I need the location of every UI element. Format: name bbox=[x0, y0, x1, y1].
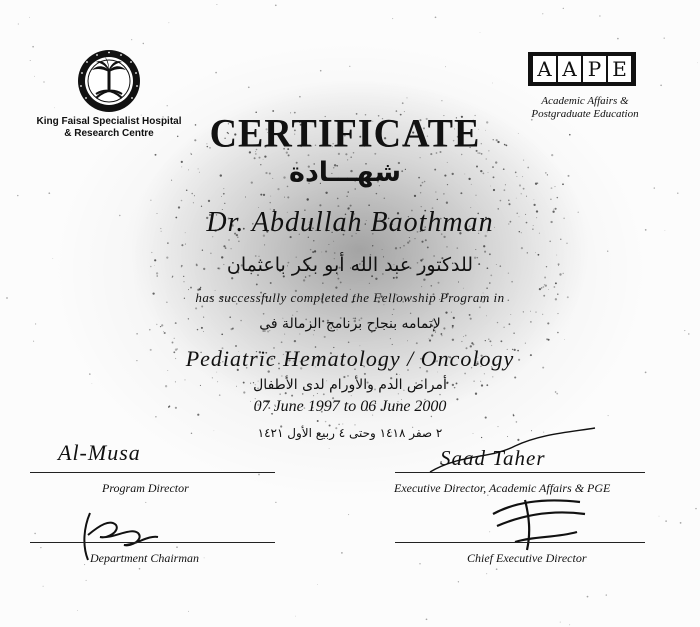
institution-name-line2: & Research Centre bbox=[64, 128, 154, 139]
aape-logo-letter: E bbox=[608, 56, 631, 82]
chief-executive-signature bbox=[485, 492, 595, 554]
institution-name-line1: King Faisal Specialist Hospital bbox=[36, 116, 182, 127]
department-chairman-line bbox=[30, 542, 275, 543]
recipient-name-arabic: للدكتور عبد الله أبو بكر باعثمان bbox=[226, 254, 474, 276]
program-director-line bbox=[30, 472, 275, 473]
executive-director-title: Executive Director, Academic Affairs & PGE bbox=[394, 481, 611, 495]
program-name: Pediatric Hematology / Oncology bbox=[185, 346, 515, 371]
certificate-title-arabic: شهـــادة bbox=[289, 157, 401, 188]
recipient-name: Dr. Abdullah Baothman bbox=[206, 207, 494, 238]
executive-director-signature: Saad Taher bbox=[440, 446, 546, 470]
aape-logo-letter: A bbox=[558, 56, 581, 82]
chief-executive-line bbox=[395, 542, 645, 543]
program-director-signature: Al-Musa bbox=[58, 440, 141, 465]
aape-logo bbox=[528, 52, 636, 86]
aape-logo-letter: P bbox=[583, 56, 606, 82]
completion-statement: has successfully completed the Fellowship Program in bbox=[195, 290, 505, 305]
program-dates: 07 June 1997 to 06 June 2000 bbox=[253, 398, 447, 415]
aape-subtitle-line1: Academic Affairs & bbox=[541, 95, 629, 107]
program-name-arabic: أمراض الدم والأورام لدى الأطفال bbox=[253, 377, 447, 393]
certificate-title: CERTIFICATE bbox=[209, 111, 481, 157]
palm-swords-emblem-icon bbox=[76, 48, 142, 114]
executive-director-signature-flourish bbox=[420, 424, 600, 479]
aape-subtitle-line2: Postgraduate Education bbox=[531, 108, 639, 120]
program-director-title: Program Director bbox=[102, 481, 189, 495]
executive-director-line bbox=[395, 472, 645, 473]
chief-executive-title: Chief Executive Director bbox=[467, 551, 587, 565]
aape-logo-letter: A bbox=[533, 56, 556, 82]
program-dates-arabic: ٢ صفر ١٤١٨ وحتى ٤ ربيع الأول ١٤٢١ bbox=[257, 426, 443, 440]
department-chairman-title: Department Chairman bbox=[90, 551, 199, 565]
completion-statement-arabic: لإتمامه بنجاح برنامج الزمالة في bbox=[259, 316, 441, 332]
